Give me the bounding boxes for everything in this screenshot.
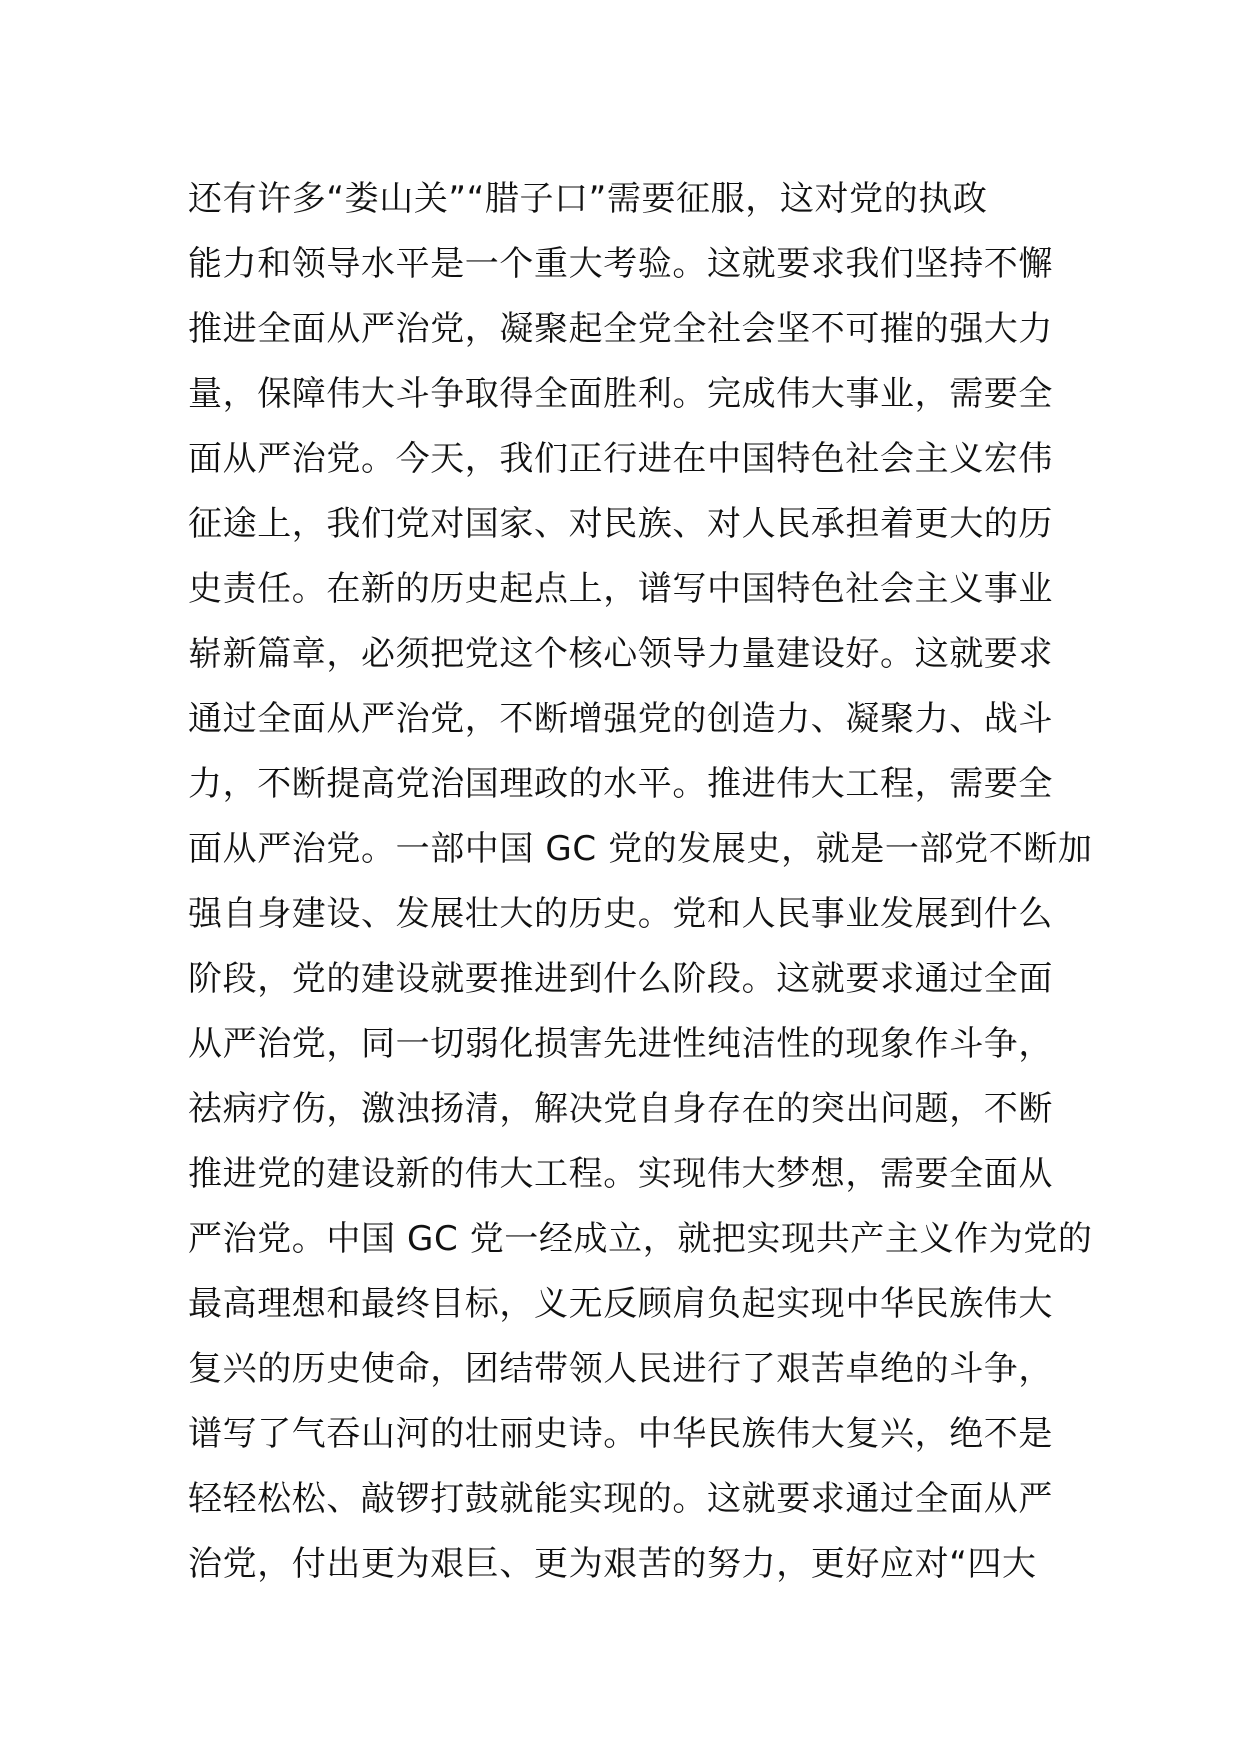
text-line: 严治党。中国 GC 党一经成立，就把实现共产主义作为党的: [188, 1219, 1093, 1259]
text-line: 强自身建设、发展壮大的历史。党和人民事业发展到什么: [188, 894, 1053, 934]
text-line: 祛病疗伤，激浊扬清，解决党自身存在的突出问题，不断: [188, 1089, 1053, 1129]
text-line: 治党，付出更为艰巨、更为艰苦的努力，更好应对“四大: [188, 1544, 1037, 1584]
text-line: 史责任。在新的历史起点上，谱写中国特色社会主义事业: [188, 569, 1053, 609]
text-line: 最高理想和最终目标，义无反顾肩负起实现中华民族伟大: [188, 1284, 1053, 1324]
text-line: 崭新篇章，必须把党这个核心领导力量建设好。这就要求: [188, 634, 1053, 674]
text-line: 能力和领导水平是一个重大考验。这就要求我们坚持不懈: [188, 244, 1053, 284]
text-line: 复兴的历史使命，团结带领人民进行了艰苦卓绝的斗争，: [188, 1349, 1053, 1389]
text-line: 通过全面从严治党，不断增强党的创造力、凝聚力、战斗: [188, 699, 1053, 739]
text-line: 征途上，我们党对国家、对民族、对人民承担着更大的历: [188, 504, 1053, 544]
text-line: 阶段，党的建设就要推进到什么阶段。这就要求通过全面: [188, 959, 1053, 999]
text-line: 谱写了气吞山河的壮丽史诗。中华民族伟大复兴，绝不是: [188, 1414, 1053, 1454]
text-line: 力，不断提高党治国理政的水平。推进伟大工程，需要全: [188, 764, 1053, 804]
text-line: 轻轻松松、敲锣打鼓就能实现的。这就要求通过全面从严: [188, 1479, 1053, 1519]
text-line: 面从严治党。一部中国 GC 党的发展史，就是一部党不断加: [188, 829, 1093, 869]
text-line: 还有许多“娄山关”“腊子口”需要征服，这对党的执政: [188, 179, 988, 219]
text-line: 推进党的建设新的伟大工程。实现伟大梦想，需要全面从: [188, 1154, 1053, 1194]
body-text: [188, 167, 1093, 1597]
text-line: 面从严治党。今天，我们正行进在中国特色社会主义宏伟: [188, 439, 1053, 479]
text-line: 量，保障伟大斗争取得全面胜利。完成伟大事业，需要全: [188, 374, 1053, 414]
text-line: 从严治党，同一切弱化损害先进性纯洁性的现象作斗争，: [188, 1024, 1053, 1064]
text-line: 推进全面从严治党，凝聚起全党全社会坚不可摧的强大力: [188, 309, 1053, 349]
